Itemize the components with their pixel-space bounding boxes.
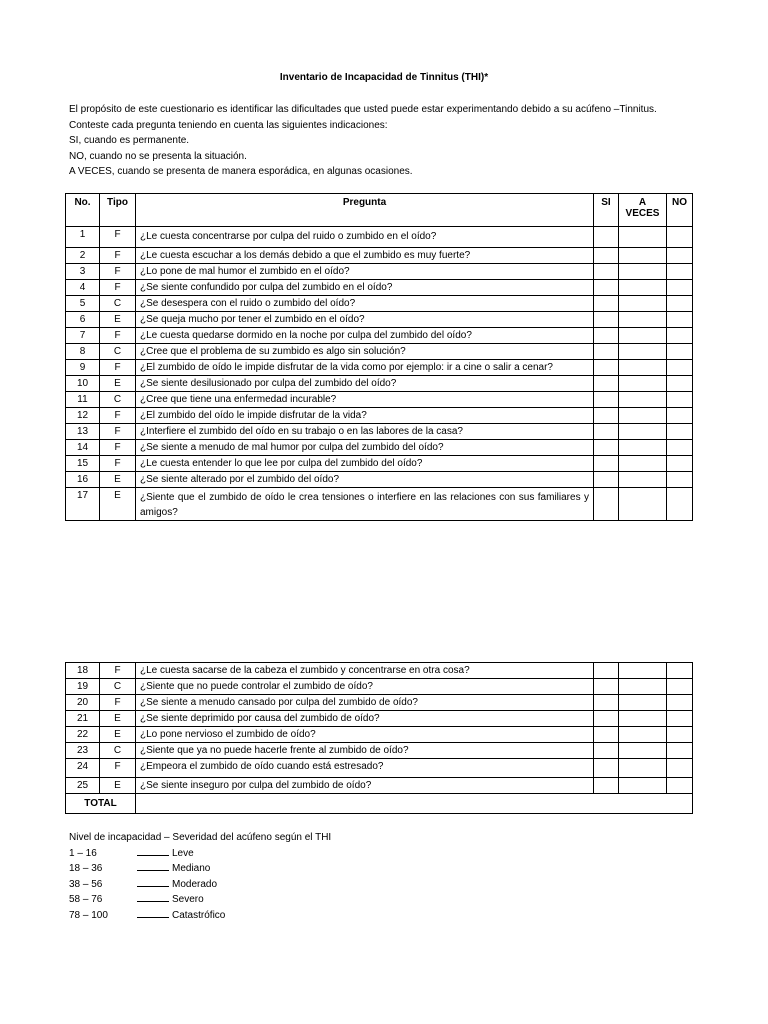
question-number: 19 bbox=[66, 679, 100, 695]
scale-blank-line[interactable] bbox=[137, 861, 169, 871]
answer-no-cell[interactable] bbox=[667, 227, 693, 248]
table-row bbox=[66, 663, 693, 679]
scale-range: 58 – 76 bbox=[69, 894, 103, 905]
answer-no-cell[interactable] bbox=[667, 360, 693, 376]
question-type: C bbox=[100, 743, 136, 759]
question-type: F bbox=[100, 456, 136, 472]
table-header-row bbox=[66, 194, 693, 227]
question-number: 22 bbox=[66, 727, 100, 743]
answer-aveces-cell[interactable] bbox=[619, 472, 667, 488]
answer-aveces-cell[interactable] bbox=[619, 711, 667, 727]
scale-blank-line[interactable] bbox=[137, 877, 169, 887]
question-text: ¿Cree que tiene una enfermedad incurable? bbox=[136, 392, 594, 408]
scale-label: Leve bbox=[172, 847, 194, 859]
answer-aveces-cell[interactable] bbox=[619, 408, 667, 424]
answer-si-cell[interactable] bbox=[594, 312, 619, 328]
question-type: F bbox=[100, 759, 136, 778]
answer-no-cell[interactable] bbox=[667, 376, 693, 392]
question-text: ¿Se queja mucho por tener el zumbido en el oído? bbox=[136, 312, 594, 328]
question-text: ¿Siente que ya no puede hacerle frente al zumbido de oído? bbox=[136, 743, 594, 759]
answer-si-cell[interactable] bbox=[594, 328, 619, 344]
question-type: E bbox=[100, 488, 136, 521]
question-number: 23 bbox=[66, 743, 100, 759]
total-value-cell[interactable] bbox=[136, 794, 693, 814]
question-type: C bbox=[100, 296, 136, 312]
scale-blank-line[interactable] bbox=[137, 892, 169, 902]
table-row bbox=[66, 711, 693, 727]
question-text: ¿Se siente alterado por el zumbido del oído? bbox=[136, 472, 594, 488]
question-type: E bbox=[100, 312, 136, 328]
answer-aveces-cell[interactable] bbox=[619, 695, 667, 711]
answer-si-cell[interactable] bbox=[594, 711, 619, 727]
col-header-si: SI bbox=[594, 194, 619, 227]
question-number: 4 bbox=[66, 280, 100, 296]
answer-no-cell[interactable] bbox=[667, 248, 693, 264]
answer-aveces-cell[interactable] bbox=[619, 743, 667, 759]
scale-range: 1 – 16 bbox=[69, 847, 97, 859]
scale-title: Nivel de incapacidad – Severidad del acúfeno según el THI bbox=[69, 832, 332, 843]
table-row bbox=[66, 376, 693, 392]
question-number: 20 bbox=[66, 695, 100, 711]
answer-si-cell[interactable] bbox=[594, 296, 619, 312]
answer-no-cell[interactable] bbox=[667, 344, 693, 360]
table-row bbox=[66, 679, 693, 695]
answer-no-cell[interactable] bbox=[667, 695, 693, 711]
question-type: E bbox=[100, 376, 136, 392]
answer-aveces-cell[interactable] bbox=[619, 264, 667, 280]
answer-si-cell[interactable] bbox=[594, 759, 619, 778]
question-text: ¿Le cuesta sacarse de la cabeza el zumbido y concentrarse en otra cosa? bbox=[136, 663, 594, 679]
answer-aveces-cell[interactable] bbox=[619, 296, 667, 312]
total-label: TOTAL bbox=[66, 794, 136, 814]
answer-no-cell[interactable] bbox=[667, 408, 693, 424]
answer-no-cell[interactable] bbox=[667, 312, 693, 328]
answer-si-cell[interactable] bbox=[594, 488, 619, 521]
question-text: ¿Siente que el zumbido de oído le crea tensiones o interfiere en las relaciones con sus familiares y amigos? bbox=[136, 488, 594, 521]
table-row bbox=[66, 472, 693, 488]
table-row bbox=[66, 360, 693, 376]
question-number: 1 bbox=[66, 227, 100, 248]
answer-aveces-cell[interactable] bbox=[619, 488, 667, 521]
col-header-pregunta: Pregunta bbox=[136, 194, 594, 227]
question-text: ¿Le cuesta entender lo que lee por culpa del zumbido del oído? bbox=[136, 456, 594, 472]
answer-si-cell[interactable] bbox=[594, 344, 619, 360]
table-row bbox=[66, 440, 693, 456]
instruction-line: NO, cuando no se presenta la situación. bbox=[69, 150, 247, 162]
answer-si-cell[interactable] bbox=[594, 778, 619, 794]
questionnaire-table-part2 bbox=[65, 662, 693, 814]
document-title: Inventario de Incapacidad de Tinnitus (THI)* bbox=[279, 72, 489, 83]
question-number: 15 bbox=[66, 456, 100, 472]
scale-label: Mediano bbox=[172, 863, 211, 874]
answer-no-cell[interactable] bbox=[667, 488, 693, 521]
question-type: C bbox=[100, 679, 136, 695]
question-type: E bbox=[100, 778, 136, 794]
question-number: 11 bbox=[66, 392, 100, 408]
answer-no-cell[interactable] bbox=[667, 392, 693, 408]
answer-no-cell[interactable] bbox=[667, 280, 693, 296]
question-type: F bbox=[100, 248, 136, 264]
table-row bbox=[66, 743, 693, 759]
table-row bbox=[66, 778, 693, 794]
answer-no-cell[interactable] bbox=[667, 711, 693, 727]
answer-aveces-cell[interactable] bbox=[619, 663, 667, 679]
answer-si-cell[interactable] bbox=[594, 456, 619, 472]
answer-si-cell[interactable] bbox=[594, 408, 619, 424]
total-row bbox=[66, 794, 693, 814]
answer-no-cell[interactable] bbox=[667, 296, 693, 312]
table-row bbox=[66, 296, 693, 312]
question-type: F bbox=[100, 328, 136, 344]
answer-si-cell[interactable] bbox=[594, 472, 619, 488]
question-type: F bbox=[100, 424, 136, 440]
table-row bbox=[66, 312, 693, 328]
answer-no-cell[interactable] bbox=[667, 679, 693, 695]
answer-no-cell[interactable] bbox=[667, 424, 693, 440]
table-row bbox=[66, 408, 693, 424]
question-number: 17 bbox=[66, 488, 100, 521]
table-row bbox=[66, 344, 693, 360]
question-number: 12 bbox=[66, 408, 100, 424]
scale-item bbox=[69, 846, 331, 862]
question-type: F bbox=[100, 227, 136, 248]
scale-item bbox=[69, 908, 331, 924]
question-text: ¿Empeora el zumbido de oído cuando está estresado? bbox=[136, 759, 594, 778]
question-text: ¿Se siente a menudo cansado por culpa del zumbido de oído? bbox=[136, 695, 594, 711]
question-text: ¿El zumbido del oído le impide disfrutar de la vida? bbox=[136, 408, 594, 424]
question-number: 5 bbox=[66, 296, 100, 312]
question-number: 14 bbox=[66, 440, 100, 456]
question-number: 9 bbox=[66, 360, 100, 376]
question-number: 18 bbox=[66, 663, 100, 679]
table-row bbox=[66, 456, 693, 472]
question-type: F bbox=[100, 264, 136, 280]
answer-aveces-cell[interactable] bbox=[619, 759, 667, 778]
answer-si-cell[interactable] bbox=[594, 392, 619, 408]
scale-item bbox=[69, 877, 331, 893]
question-type: F bbox=[100, 408, 136, 424]
answer-no-cell[interactable] bbox=[667, 759, 693, 778]
answer-no-cell[interactable] bbox=[667, 264, 693, 280]
question-type: F bbox=[100, 360, 136, 376]
answer-si-cell[interactable] bbox=[594, 227, 619, 248]
question-text: ¿Siente que no puede controlar el zumbido de oído? bbox=[136, 679, 594, 695]
instruction-line: El propósito de este cuestionario es identificar las dificultades que usted puede estar experimentando debido a su acúfeno –Tinnitus. bbox=[69, 104, 657, 115]
table-row bbox=[66, 392, 693, 408]
answer-si-cell[interactable] bbox=[594, 360, 619, 376]
answer-aveces-cell[interactable] bbox=[619, 248, 667, 264]
question-text: ¿Interfiere el zumbido del oído en su trabajo o en las labores de la casa? bbox=[136, 424, 594, 440]
table-row bbox=[66, 727, 693, 743]
scale-item bbox=[69, 892, 331, 908]
answer-si-cell[interactable] bbox=[594, 280, 619, 296]
table-row bbox=[66, 695, 693, 711]
question-text: ¿El zumbido de oído le impide disfrutar de la vida como por ejemplo: ir a cine o salir a cenar? bbox=[136, 360, 594, 376]
answer-aveces-cell[interactable] bbox=[619, 440, 667, 456]
question-number: 24 bbox=[66, 759, 100, 778]
answer-si-cell[interactable] bbox=[594, 743, 619, 759]
answer-aveces-cell[interactable] bbox=[619, 328, 667, 344]
answer-no-cell[interactable] bbox=[667, 456, 693, 472]
answer-aveces-cell[interactable] bbox=[619, 344, 667, 360]
answer-si-cell[interactable] bbox=[594, 679, 619, 695]
question-text: ¿Lo pone nervioso el zumbido de oído? bbox=[136, 727, 594, 743]
question-text: ¿Se siente deprimido por causa del zumbido de oído? bbox=[136, 711, 594, 727]
question-text: ¿Se siente confundido por culpa del zumbido en el oído? bbox=[136, 280, 594, 296]
table-row bbox=[66, 248, 693, 264]
question-number: 2 bbox=[66, 248, 100, 264]
scale-blank-line[interactable] bbox=[137, 846, 169, 856]
answer-no-cell[interactable] bbox=[667, 663, 693, 679]
question-text: ¿Cree que el problema de su zumbido es algo sin solución? bbox=[136, 344, 594, 360]
question-text: ¿Lo pone de mal humor el zumbido en el oído? bbox=[136, 264, 594, 280]
answer-no-cell[interactable] bbox=[667, 440, 693, 456]
answer-aveces-cell[interactable] bbox=[619, 778, 667, 794]
question-type: F bbox=[100, 440, 136, 456]
question-text: ¿Se siente a menudo de mal humor por culpa del zumbido del oído? bbox=[136, 440, 594, 456]
answer-no-cell[interactable] bbox=[667, 743, 693, 759]
table-row bbox=[66, 328, 693, 344]
instructions bbox=[69, 102, 719, 180]
answer-aveces-cell[interactable] bbox=[619, 227, 667, 248]
question-text: ¿Le cuesta escuchar a los demás debido a que el zumbido es muy fuerte? bbox=[136, 248, 594, 264]
instruction-line: A VECES, cuando se presenta de manera esporádica, en algunas ocasiones. bbox=[69, 166, 413, 177]
table-row bbox=[66, 759, 693, 778]
answer-si-cell[interactable] bbox=[594, 248, 619, 264]
questionnaire-table-part1 bbox=[65, 193, 693, 521]
answer-si-cell[interactable] bbox=[594, 376, 619, 392]
answer-aveces-cell[interactable] bbox=[619, 424, 667, 440]
question-text: ¿Le cuesta quedarse dormido en la noche por culpa del zumbido del oído? bbox=[136, 328, 594, 344]
question-text: ¿Le cuesta concentrarse por culpa del ruido o zumbido en el oído? bbox=[136, 227, 594, 248]
scale-range: 78 – 100 bbox=[69, 909, 108, 921]
question-type: F bbox=[100, 695, 136, 711]
question-text: ¿Se siente desilusionado por culpa del zumbido del oído? bbox=[136, 376, 594, 392]
col-header-aveces: A VECES bbox=[619, 194, 667, 227]
table-row bbox=[66, 227, 693, 248]
answer-no-cell[interactable] bbox=[667, 727, 693, 743]
scale-label: Severo bbox=[172, 894, 204, 905]
col-header-no-answer: NO bbox=[667, 194, 693, 227]
question-type: F bbox=[100, 663, 136, 679]
answer-aveces-cell[interactable] bbox=[619, 727, 667, 743]
answer-aveces-cell[interactable] bbox=[619, 679, 667, 695]
question-number: 13 bbox=[66, 424, 100, 440]
answer-no-cell[interactable] bbox=[667, 328, 693, 344]
instruction-line: Conteste cada pregunta teniendo en cuenta las siguientes indicaciones: bbox=[69, 119, 388, 131]
answer-no-cell[interactable] bbox=[667, 778, 693, 794]
answer-aveces-cell[interactable] bbox=[619, 392, 667, 408]
question-number: 8 bbox=[66, 344, 100, 360]
question-text: ¿Se desespera con el ruido o zumbido del oído? bbox=[136, 296, 594, 312]
scale-label: Catastrófico bbox=[172, 909, 226, 921]
question-number: 10 bbox=[66, 376, 100, 392]
answer-no-cell[interactable] bbox=[667, 472, 693, 488]
table-row bbox=[66, 488, 693, 521]
question-number: 21 bbox=[66, 711, 100, 727]
answer-si-cell[interactable] bbox=[594, 727, 619, 743]
scale-blank-line[interactable] bbox=[137, 908, 169, 918]
question-type: F bbox=[100, 280, 136, 296]
col-header-tipo: Tipo bbox=[100, 194, 136, 227]
table-row bbox=[66, 264, 693, 280]
answer-si-cell[interactable] bbox=[594, 663, 619, 679]
answer-si-cell[interactable] bbox=[594, 440, 619, 456]
question-type: E bbox=[100, 727, 136, 743]
question-number: 16 bbox=[66, 472, 100, 488]
scale-range: 18 – 36 bbox=[69, 863, 103, 874]
table-row bbox=[66, 280, 693, 296]
scale-item bbox=[69, 861, 331, 877]
answer-si-cell[interactable] bbox=[594, 695, 619, 711]
question-type: E bbox=[100, 472, 136, 488]
question-number: 7 bbox=[66, 328, 100, 344]
col-header-no: No. bbox=[66, 194, 100, 227]
answer-aveces-cell[interactable] bbox=[619, 360, 667, 376]
question-type: C bbox=[100, 392, 136, 408]
answer-aveces-cell[interactable] bbox=[619, 280, 667, 296]
scale-label: Moderado bbox=[172, 878, 218, 890]
question-number: 3 bbox=[66, 264, 100, 280]
instruction-line: SI, cuando es permanente. bbox=[69, 135, 190, 146]
question-number: 25 bbox=[66, 778, 100, 794]
question-type: E bbox=[100, 711, 136, 727]
answer-si-cell[interactable] bbox=[594, 264, 619, 280]
table-row bbox=[66, 424, 693, 440]
answer-si-cell[interactable] bbox=[594, 424, 619, 440]
question-type: C bbox=[100, 344, 136, 360]
severity-scale bbox=[69, 830, 331, 923]
answer-aveces-cell[interactable] bbox=[619, 376, 667, 392]
question-number: 6 bbox=[66, 312, 100, 328]
answer-aveces-cell[interactable] bbox=[619, 456, 667, 472]
answer-aveces-cell[interactable] bbox=[619, 312, 667, 328]
question-text: ¿Se siente inseguro por culpa del zumbido de oído? bbox=[136, 778, 594, 794]
scale-range: 38 – 56 bbox=[69, 878, 103, 890]
